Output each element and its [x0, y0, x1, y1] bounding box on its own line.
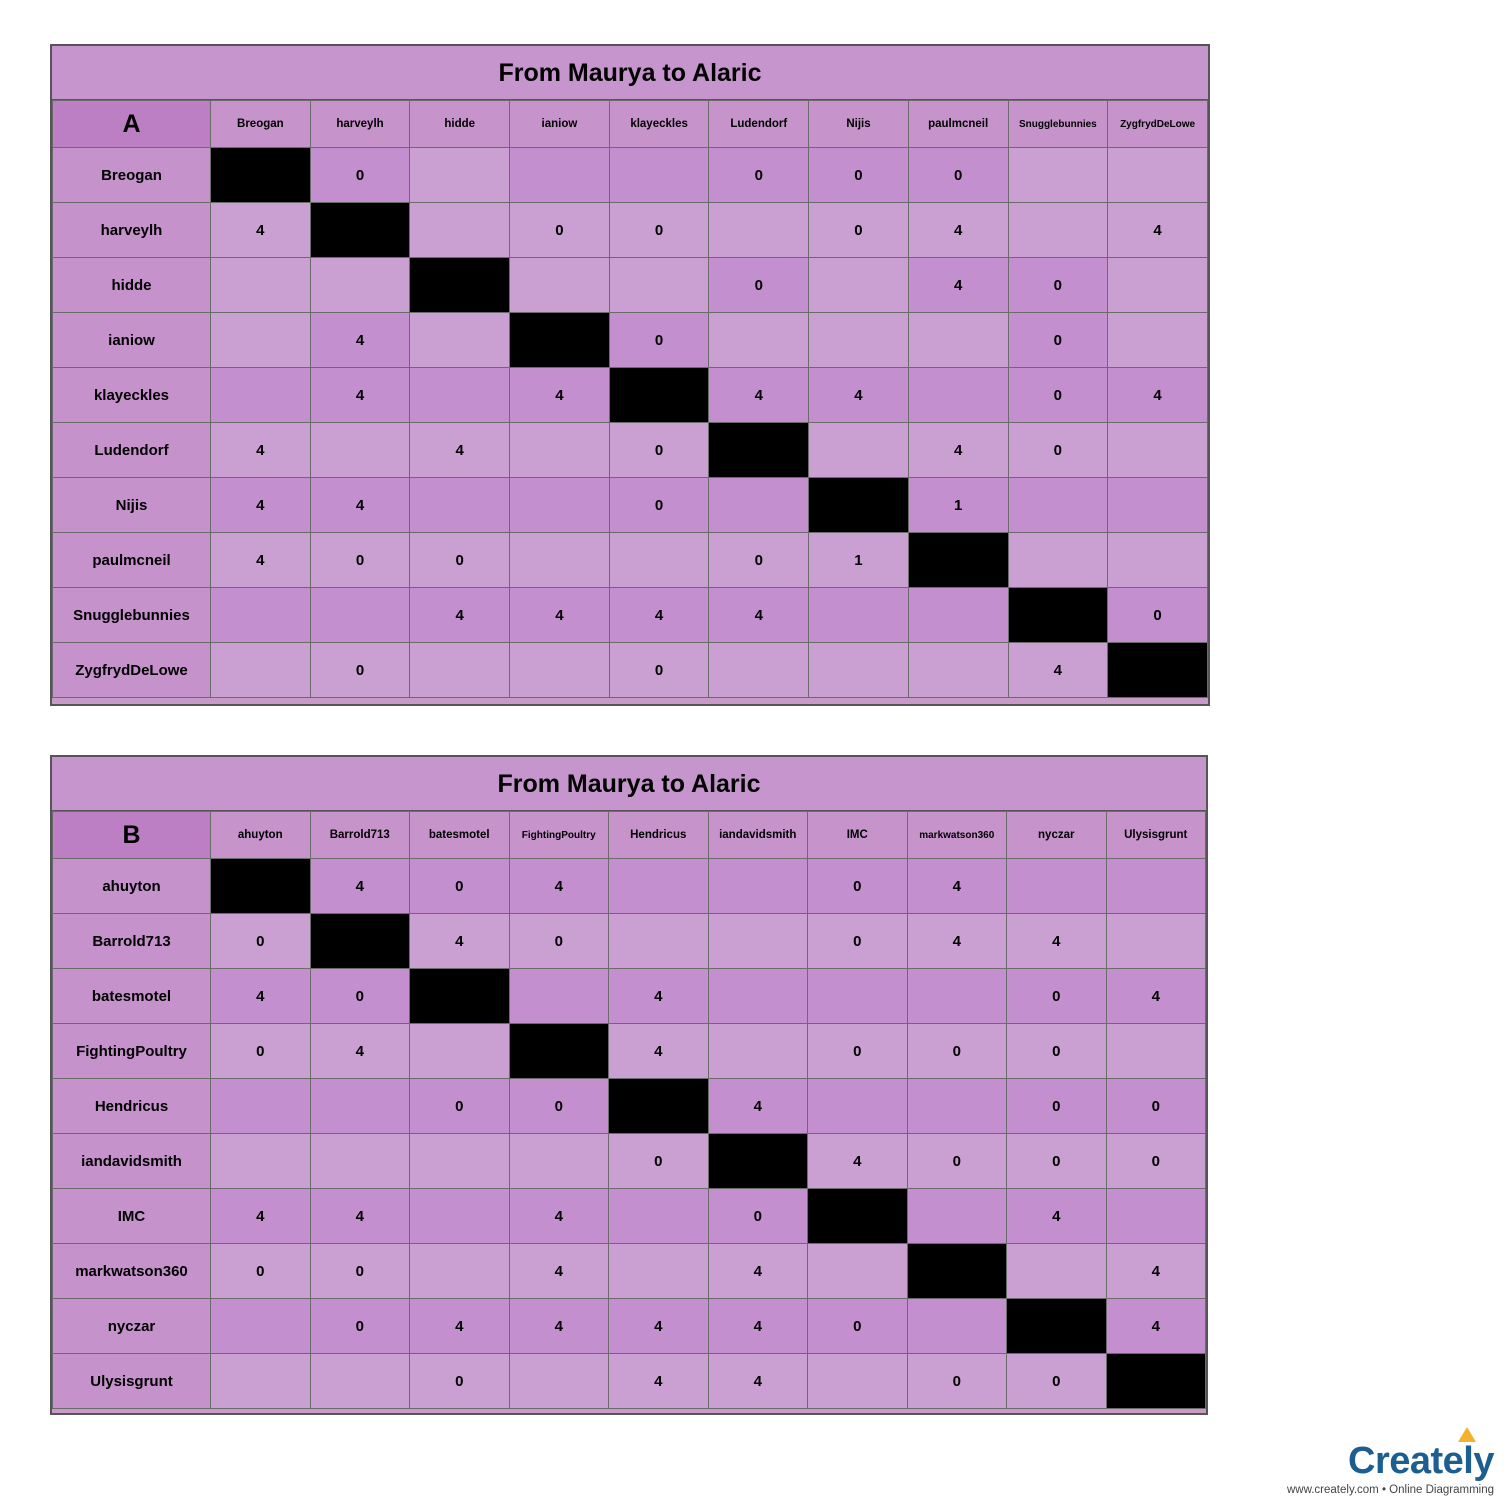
- table-row: [53, 423, 1208, 478]
- lightbulb-icon: [1458, 1427, 1476, 1442]
- matrix-a-cell: [709, 423, 809, 478]
- matrix-a-cell: [310, 423, 410, 478]
- matrix-a-cell: [211, 313, 311, 368]
- matrix-a-cell: [1108, 258, 1208, 313]
- matrix-a-cell: 4: [510, 368, 610, 423]
- matrix-b-row-header: Hendricus: [53, 1079, 211, 1134]
- matrix-b-cell: 4: [310, 859, 410, 914]
- matrix-b-cell: 0: [708, 1189, 808, 1244]
- matrix-a-row-header: Ludendorf: [53, 423, 211, 478]
- matrix-a-cell: [510, 478, 610, 533]
- matrix-b-cell: [509, 969, 609, 1024]
- matrix-b-cell: 0: [211, 914, 311, 969]
- matrix-a-cell: 0: [709, 258, 809, 313]
- matrix-b-cell: 4: [1007, 1189, 1107, 1244]
- matrix-a-cell: [211, 643, 311, 698]
- matrix-a-cell: 1: [908, 478, 1008, 533]
- matrix-a-cell: [410, 203, 510, 258]
- matrix-b-cell: 4: [310, 1189, 410, 1244]
- matrix-a-cell: [211, 148, 311, 203]
- matrix-a-cell: [709, 203, 809, 258]
- matrix-a-title: From Maurya to Alaric: [52, 46, 1208, 100]
- matrix-a-cell: 4: [211, 423, 311, 478]
- matrix-b-cell: [708, 914, 808, 969]
- matrix-b-cell: [808, 1189, 908, 1244]
- matrix-a-row-header: ianiow: [53, 313, 211, 368]
- matrix-b-cell: [609, 859, 709, 914]
- matrix-a-cell: [908, 533, 1008, 588]
- matrix-b-cell: 0: [1007, 969, 1107, 1024]
- table-row: [53, 203, 1208, 258]
- matrix-a-col-header: Breogan: [211, 101, 311, 148]
- matrix-b-cell: 4: [410, 1299, 510, 1354]
- table-row: [53, 1134, 1206, 1189]
- matrix-b-cell: [907, 1189, 1007, 1244]
- matrix-a-cell: [310, 258, 410, 313]
- matrix-b-cell: [410, 1189, 510, 1244]
- matrix-b-row-header: Ulysisgrunt: [53, 1354, 211, 1409]
- matrix-b-table: [52, 811, 1206, 1409]
- matrix-b-cell: 4: [509, 1189, 609, 1244]
- matrix-a-cell: [1008, 478, 1108, 533]
- table-row: [53, 1354, 1206, 1409]
- matrix-a-cell: 4: [211, 533, 311, 588]
- matrix-b-cell: [907, 969, 1007, 1024]
- creately-tagline: www.creately.com • Online Diagramming: [1286, 1484, 1494, 1496]
- matrix-b-cell: 0: [1007, 1354, 1107, 1409]
- matrix-a-cell: [609, 148, 709, 203]
- matrix-a-col-header: ianiow: [510, 101, 610, 148]
- table-row: [53, 1024, 1206, 1079]
- matrix-a-cell: 0: [410, 533, 510, 588]
- matrix-a-cell: [410, 258, 510, 313]
- matrix-a-cell: 0: [1008, 423, 1108, 478]
- matrix-b-cell: [708, 859, 808, 914]
- matrix-a-cell: 4: [908, 258, 1008, 313]
- matrix-b-cell: 0: [509, 1079, 609, 1134]
- matrix-a-cell: 4: [1108, 368, 1208, 423]
- matrix-a-col-header: ZygfrydDeLowe: [1108, 101, 1208, 148]
- matrix-a-col-header: Snugglebunnies: [1008, 101, 1108, 148]
- matrix-a-cell: [809, 643, 909, 698]
- matrix-b-cell: [808, 1244, 908, 1299]
- matrix-a-row-header: harveylh: [53, 203, 211, 258]
- matrix-b-cell: [410, 1134, 510, 1189]
- matrix-b-cell: 0: [808, 1024, 908, 1079]
- matrix-b-cell: 4: [211, 969, 311, 1024]
- table-row: [53, 258, 1208, 313]
- matrix-b-cell: 0: [310, 1299, 410, 1354]
- matrix-b-cell: [907, 1244, 1007, 1299]
- matrix-a-cell: [211, 588, 311, 643]
- table-row: [53, 533, 1208, 588]
- matrix-a-row-header: Nijis: [53, 478, 211, 533]
- matrix-b-cell: 0: [211, 1244, 311, 1299]
- matrix-b-cell: [410, 1244, 510, 1299]
- matrix-a-cell: [709, 478, 809, 533]
- matrix-b-cell: [907, 1079, 1007, 1134]
- matrix-a-col-header: Nijis: [809, 101, 909, 148]
- matrix-a-cell: [1008, 203, 1108, 258]
- matrix-b-cell: [708, 1024, 808, 1079]
- table-row: [53, 643, 1208, 698]
- matrix-b-cell: [1106, 859, 1206, 914]
- matrix-b-title: From Maurya to Alaric: [52, 757, 1206, 811]
- matrix-b-cell: 4: [310, 1024, 410, 1079]
- matrix-a-cell: [211, 258, 311, 313]
- matrix-a-cell: 0: [609, 313, 709, 368]
- matrix-a-cell: [410, 368, 510, 423]
- matrix-b-row-header: FightingPoultry: [53, 1024, 211, 1079]
- matrix-b-cell: [808, 1079, 908, 1134]
- matrix-a-cell: 4: [410, 588, 510, 643]
- matrix-b-cell: [1106, 914, 1206, 969]
- matrix-a-cell: [908, 588, 1008, 643]
- table-row: [53, 1244, 1206, 1299]
- matrix-b-cell: [310, 1079, 410, 1134]
- matrix-a-cell: 0: [908, 148, 1008, 203]
- matrix-a-cell: [1108, 478, 1208, 533]
- creately-logo: [1348, 1441, 1494, 1481]
- matrix-a-cell: 4: [410, 423, 510, 478]
- matrix-a-cell: [1008, 148, 1108, 203]
- matrix-a-cell: 0: [310, 148, 410, 203]
- matrix-a-col-header: klayeckles: [609, 101, 709, 148]
- matrix-a-cell: [609, 368, 709, 423]
- matrix-a-cell: 1: [809, 533, 909, 588]
- matrix-a-corner-label: A: [53, 101, 211, 148]
- matrix-b-cell: [1106, 1024, 1206, 1079]
- matrix-a-cell: [410, 478, 510, 533]
- matrix-a-cell: [510, 643, 610, 698]
- matrix-b-col-header: Ulysisgrunt: [1106, 812, 1206, 859]
- matrix-a-cell: 4: [211, 478, 311, 533]
- matrix-b-cell: 4: [609, 1299, 709, 1354]
- matrix-b-cell: 0: [410, 1079, 510, 1134]
- matrix-b-cell: [708, 1134, 808, 1189]
- matrix-a-cell: [609, 533, 709, 588]
- matrix-b-row-header: nyczar: [53, 1299, 211, 1354]
- matrix-b-cell: [310, 1354, 410, 1409]
- matrix-a-cell: [410, 313, 510, 368]
- table-row: [53, 914, 1206, 969]
- matrix-b-col-header: Barrold713: [310, 812, 410, 859]
- matrix-a-cell: 0: [809, 148, 909, 203]
- matrix-b-cell: 0: [509, 914, 609, 969]
- matrix-b-col-header: batesmotel: [410, 812, 510, 859]
- matrix-b-cell: 0: [907, 1024, 1007, 1079]
- matrix-b-cell: 0: [808, 859, 908, 914]
- matrix-a-cell: [1008, 588, 1108, 643]
- matrix-a-cell: [908, 313, 1008, 368]
- matrix-b-cell: 0: [211, 1024, 311, 1079]
- matrix-a-cell: 0: [1008, 258, 1108, 313]
- matrix-b-cell: 4: [1106, 969, 1206, 1024]
- matrix-a-cell: [1108, 148, 1208, 203]
- matrix-b-cell: [310, 1134, 410, 1189]
- matrix-b-row-header: markwatson360: [53, 1244, 211, 1299]
- matrix-a-cell: 4: [310, 368, 410, 423]
- matrix-a-cell: 0: [1008, 368, 1108, 423]
- table-row: [53, 969, 1206, 1024]
- matrix-b-cell: [509, 1134, 609, 1189]
- matrix-b-cell: 0: [410, 1354, 510, 1409]
- matrix-a-cell: [310, 588, 410, 643]
- matrix-a-cell: [510, 423, 610, 478]
- matrix-b-cell: 4: [708, 1354, 808, 1409]
- matrix-a-cell: [809, 588, 909, 643]
- matrix-b-cell: [1007, 1244, 1107, 1299]
- matrix-a-cell: 0: [609, 203, 709, 258]
- matrix-a-row-header: Breogan: [53, 148, 211, 203]
- matrix-a-cell: [809, 423, 909, 478]
- matrix-a-cell: [1008, 533, 1108, 588]
- matrix-b-cell: [907, 1299, 1007, 1354]
- matrix-a-cell: [1108, 313, 1208, 368]
- matrix-a-col-header: hidde: [410, 101, 510, 148]
- matrix-a-cell: [510, 148, 610, 203]
- matrix-b-col-header: Hendricus: [609, 812, 709, 859]
- matrix-b-row-header: IMC: [53, 1189, 211, 1244]
- matrix-b-cell: 4: [1106, 1244, 1206, 1299]
- matrix-b-cell: 0: [310, 1244, 410, 1299]
- matrix-a-cell: 0: [310, 533, 410, 588]
- matrix-b-cell: 4: [1007, 914, 1107, 969]
- matrix-b-cell: 0: [907, 1354, 1007, 1409]
- matrix-a-col-header: paulmcneil: [908, 101, 1008, 148]
- matrix-a-cell: 0: [709, 148, 809, 203]
- matrix-a-cell: 4: [510, 588, 610, 643]
- matrix-a-cell: 4: [709, 588, 809, 643]
- matrix-a-cell: 4: [211, 203, 311, 258]
- matrix-a-cell: [809, 478, 909, 533]
- matrix-a-row-header: Snugglebunnies: [53, 588, 211, 643]
- matrix-a-cell: [410, 148, 510, 203]
- matrix-a-row-header: ZygfrydDeLowe: [53, 643, 211, 698]
- table-row: [53, 1189, 1206, 1244]
- matrix-a-table: [52, 100, 1208, 698]
- matrix-a-cell: 4: [310, 478, 410, 533]
- matrix-b-cell: 4: [708, 1079, 808, 1134]
- matrix-b-col-header: nyczar: [1007, 812, 1107, 859]
- table-row: [53, 1079, 1206, 1134]
- matrix-b-cell: [410, 969, 510, 1024]
- matrix-b-cell: [1106, 1189, 1206, 1244]
- matrix-a-header-row: [53, 101, 1208, 148]
- matrix-b-row-header: ahuyton: [53, 859, 211, 914]
- matrix-a-cell: [709, 313, 809, 368]
- matrix-b-cell: [609, 1244, 709, 1299]
- matrix-a-row-header: hidde: [53, 258, 211, 313]
- matrix-b-cell: 4: [211, 1189, 311, 1244]
- matrix-block-b: [50, 755, 1208, 1415]
- matrix-b-cell: 4: [609, 1024, 709, 1079]
- matrix-a-cell: 0: [1108, 588, 1208, 643]
- matrix-b-cell: 4: [708, 1299, 808, 1354]
- matrix-a-cell: [809, 313, 909, 368]
- matrix-b-cell: 4: [410, 914, 510, 969]
- matrix-block-a: [50, 44, 1210, 706]
- table-row: [53, 368, 1208, 423]
- matrix-b-cell: 0: [907, 1134, 1007, 1189]
- matrix-b-cell: [211, 1354, 311, 1409]
- matrix-a-cell: [709, 643, 809, 698]
- matrix-a-cell: 0: [609, 643, 709, 698]
- matrix-b-cell: 4: [907, 914, 1007, 969]
- matrix-b-cell: [609, 914, 709, 969]
- matrix-a-cell: 0: [709, 533, 809, 588]
- table-row: [53, 478, 1208, 533]
- matrix-b-cell: 0: [310, 969, 410, 1024]
- matrix-a-cell: 4: [1108, 203, 1208, 258]
- matrix-a-cell: 0: [1008, 313, 1108, 368]
- matrix-a-col-header: Ludendorf: [709, 101, 809, 148]
- matrix-b-cell: [808, 969, 908, 1024]
- matrix-a-cell: [908, 368, 1008, 423]
- matrix-b-cell: 4: [609, 1354, 709, 1409]
- table-row: [53, 859, 1206, 914]
- matrix-b-cell: 0: [1007, 1079, 1107, 1134]
- matrix-a-row-header: paulmcneil: [53, 533, 211, 588]
- matrix-b-cell: 0: [808, 914, 908, 969]
- matrix-b-cell: [609, 1189, 709, 1244]
- matrix-b-cell: [1106, 1354, 1206, 1409]
- table-row: [53, 313, 1208, 368]
- matrix-a-cell: [510, 313, 610, 368]
- matrix-a-cell: 0: [310, 643, 410, 698]
- matrix-b-col-header: IMC: [808, 812, 908, 859]
- matrix-b-cell: [211, 1134, 311, 1189]
- matrix-b-cell: [1007, 859, 1107, 914]
- matrix-b-cell: 0: [609, 1134, 709, 1189]
- matrix-a-cell: 0: [809, 203, 909, 258]
- matrix-b-corner-label: B: [53, 812, 211, 859]
- matrix-a-cell: 0: [609, 478, 709, 533]
- matrix-b-cell: [708, 969, 808, 1024]
- matrix-b-col-header: ahuyton: [211, 812, 311, 859]
- matrix-b-cell: 0: [1106, 1079, 1206, 1134]
- matrix-a-col-header: harveylh: [310, 101, 410, 148]
- matrix-b-cell: 4: [1106, 1299, 1206, 1354]
- matrix-a-cell: [510, 258, 610, 313]
- table-row: [53, 148, 1208, 203]
- matrix-b-row-header: Barrold713: [53, 914, 211, 969]
- matrix-a-cell: 4: [609, 588, 709, 643]
- matrix-a-cell: [1108, 643, 1208, 698]
- matrix-a-cell: [510, 533, 610, 588]
- matrix-b-col-header: markwatson360: [907, 812, 1007, 859]
- matrix-a-cell: 4: [1008, 643, 1108, 698]
- creately-logo-text: Creately: [1348, 1440, 1494, 1482]
- matrix-a-cell: [609, 258, 709, 313]
- matrix-b-cell: [310, 914, 410, 969]
- matrix-a-cell: [809, 258, 909, 313]
- matrix-b-cell: 4: [808, 1134, 908, 1189]
- matrix-b-cell: [509, 1354, 609, 1409]
- matrix-b-header-row: [53, 812, 1206, 859]
- matrix-a-cell: [310, 203, 410, 258]
- matrix-b-cell: [211, 1299, 311, 1354]
- table-row: [53, 588, 1208, 643]
- matrix-a-cell: 4: [908, 423, 1008, 478]
- matrix-a-cell: 4: [310, 313, 410, 368]
- matrix-b-cell: [1007, 1299, 1107, 1354]
- matrix-b-cell: 4: [509, 859, 609, 914]
- matrix-b-cell: [609, 1079, 709, 1134]
- table-row: [53, 1299, 1206, 1354]
- matrix-b-cell: 0: [410, 859, 510, 914]
- matrix-b-cell: [211, 859, 311, 914]
- matrix-b-cell: 4: [907, 859, 1007, 914]
- matrix-a-row-header: klayeckles: [53, 368, 211, 423]
- matrix-a-cell: [410, 643, 510, 698]
- matrix-b-row-header: iandavidsmith: [53, 1134, 211, 1189]
- matrix-a-cell: [1108, 533, 1208, 588]
- matrix-a-cell: 4: [809, 368, 909, 423]
- matrix-b-cell: 4: [509, 1299, 609, 1354]
- matrix-b-cell: 4: [509, 1244, 609, 1299]
- matrix-b-cell: 0: [808, 1299, 908, 1354]
- matrix-b-cell: [410, 1024, 510, 1079]
- matrix-b-cell: [211, 1079, 311, 1134]
- creately-watermark: [1154, 1441, 1494, 1496]
- matrix-b-cell: 0: [1106, 1134, 1206, 1189]
- matrix-b-cell: 4: [708, 1244, 808, 1299]
- matrix-b-cell: [808, 1354, 908, 1409]
- matrix-b-row-header: batesmotel: [53, 969, 211, 1024]
- matrix-a-cell: [1108, 423, 1208, 478]
- matrix-b-cell: 0: [1007, 1024, 1107, 1079]
- matrix-b-cell: 4: [609, 969, 709, 1024]
- matrix-b-col-header: iandavidsmith: [708, 812, 808, 859]
- matrix-b-col-header: FightingPoultry: [509, 812, 609, 859]
- matrix-b-cell: [509, 1024, 609, 1079]
- matrix-a-cell: 0: [510, 203, 610, 258]
- matrix-a-cell: 0: [609, 423, 709, 478]
- matrix-b-cell: 0: [1007, 1134, 1107, 1189]
- matrix-a-cell: 4: [709, 368, 809, 423]
- matrix-a-cell: 4: [908, 203, 1008, 258]
- matrix-a-cell: [908, 643, 1008, 698]
- matrix-a-cell: [211, 368, 311, 423]
